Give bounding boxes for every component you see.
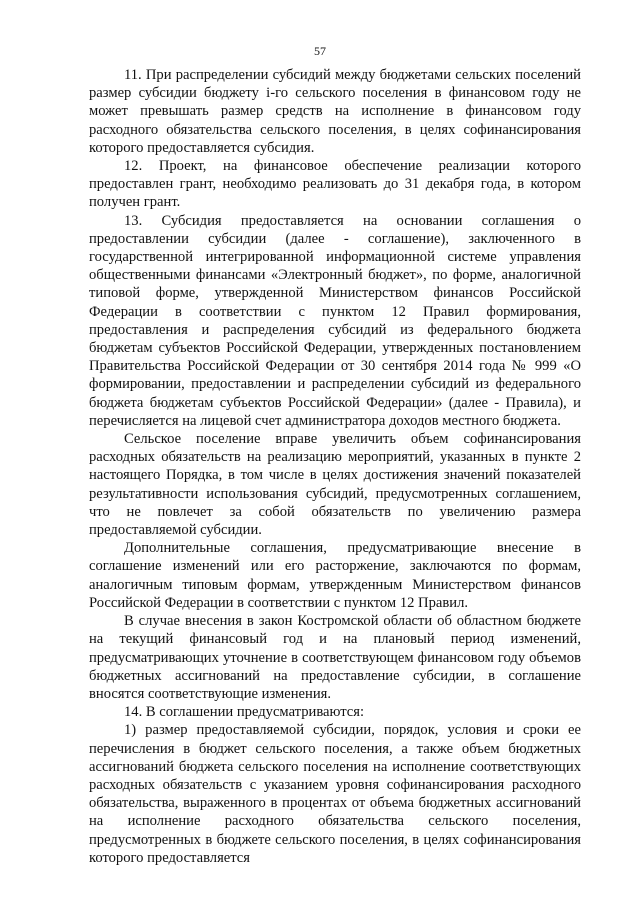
paragraph-12: 12. Проект, на финансовое обеспечение реализации которого предоставлен грант, необходимо реализовать до 31 декабря года, в котором получен грант. xyxy=(89,158,581,211)
paragraph-14: 14. В соглашении предусматриваются: xyxy=(124,704,365,721)
paragraph-13: 13. Субсидия предоставляется на основании соглашения о предоставлении субсидии (далее - соглашение), заключенного в государственной интегрированной информационной системе управления общественными финансами «Электронный бюджет», по форме, аналогичной типовой форме, утвержденной Министерством финансов Российской Федерации в соответствии с пунктом 12 Правил формирования, предоставления и распределения субсидий из федерального бюджета бюджетам субъектов Российской Федерации, утвержденных постановлением Правительства Российской Федерации от 30 сентября 2014 года № 999 «О формировании, предоставлении и распределении субсидий из федерального бюджета бюджетам субъектов Российской Федерации» (далее - Правила), и перечисляется на лицевой счет администратора доходов местного бюджета. xyxy=(89,212,581,429)
paragraph-law-changes: В случае внесения в закон Костромской области об областном бюджете на текущий финансовый год и на плановый период изменений, предусматривающих уточнение в соответствующем финансовом году объемов бюджетных ассигнований на предоставление субсидии, в соглашение вносятся соответствующие изменения. xyxy=(89,613,581,702)
paragraph-cofinancing: Сельское поселение вправе увеличить объем софинансирования расходных обязательств на реализацию мероприятий, указанных в пункте 2 настоящего Порядка, в том числе в целях достижения значений показателей результативности использования субсидий, предусмотренных соглашением, что не повлечет за собой обязательств по увеличению размера предоставляемой субсидии. xyxy=(89,431,581,539)
paragraph-11: 11. При распределении субсидий между бюджетами сельских поселений размер субсидии бюджету i-го сельского поселения в финансовом году не может превышать размер средств на исполнение в финансовом году расходного обязательства сельского поселения, в целях софинансирования которого предоставляется субсидия. xyxy=(89,67,581,156)
paragraph-14-item-1: 1) размер предоставляемой субсидии, порядок, условия и сроки ее перечисления в бюджет сельского поселения, а также объем бюджетных ассигнований бюджета сельского поселения на исполнение соответствующих расходных обязательств с указанием уровня софинансирования расходного обязательства, выраженного в процентах от объема бюджетных ассигнований на исполнение расходного обязательства сельского поселения, предусмотренных в бюджете сельского поселения, в целях софинансирования которого предоставляется xyxy=(89,722,581,866)
page-number: 57 xyxy=(314,44,326,58)
document-body xyxy=(89,66,581,867)
paragraph-additional-agreements: Дополнительные соглашения, предусматривающие внесение в соглашение изменений или его расторжение, заключаются по формам, аналогичным типовым формам, утвержденным Министерством финансов Российской Федерации в соответствии с пунктом 12 Правил. xyxy=(89,540,581,611)
